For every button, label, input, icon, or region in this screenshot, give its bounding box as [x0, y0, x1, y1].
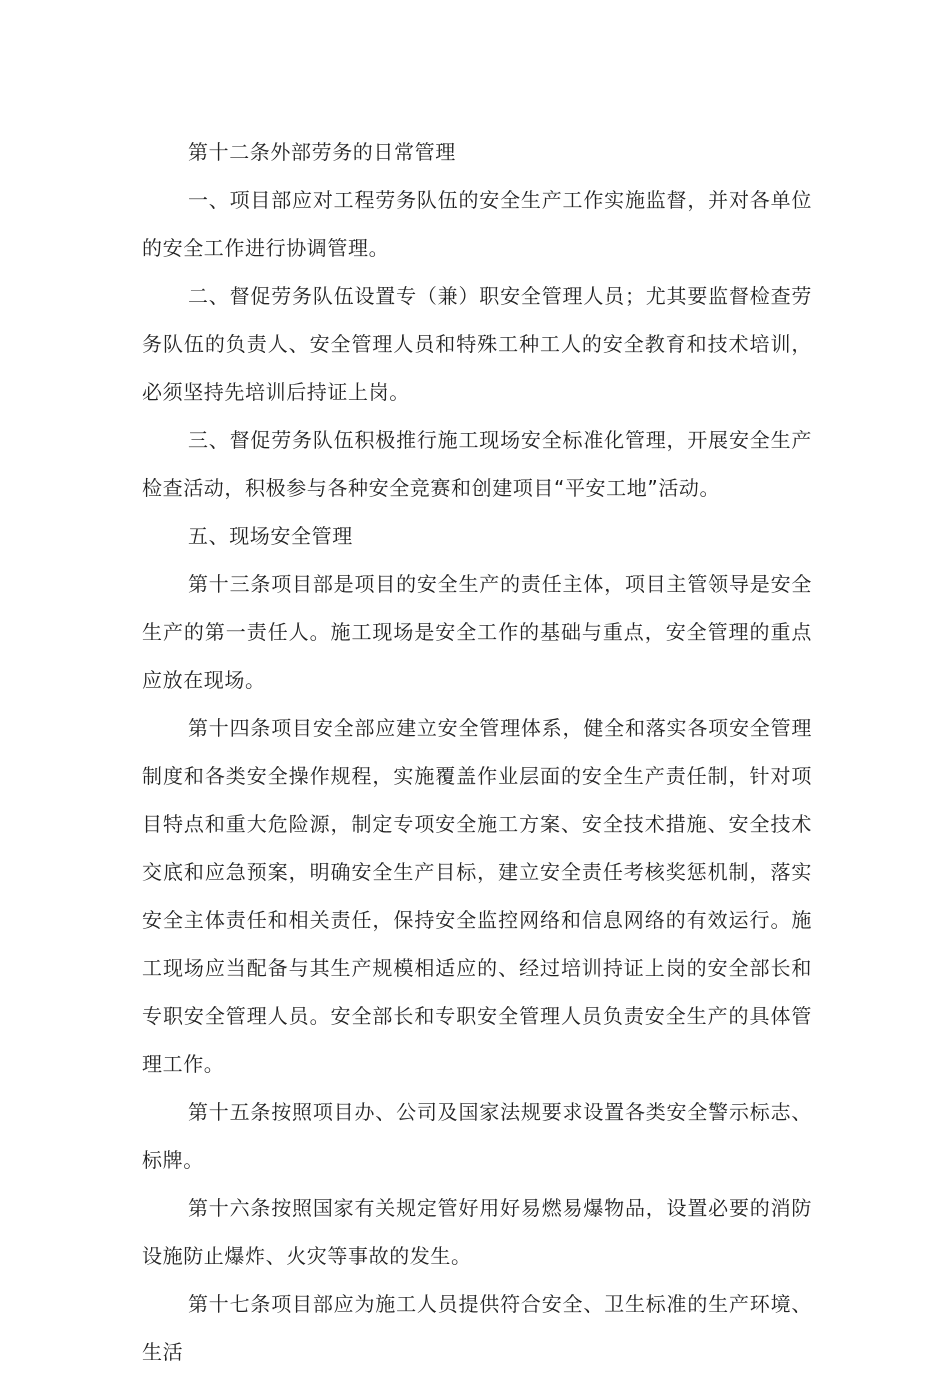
paragraph-item-3: 三、督促劳务队伍积极推行施工现场安全标准化管理，开展安全生产检查活动，积极参与各种安全竞赛和创建项目“平安工地”活动。	[142, 428, 812, 500]
section-heading-site-safety: 五、现场安全管理	[188, 524, 353, 548]
document-body	[142, 128, 812, 1376]
paragraph-article-13: 第十三条项目部是项目的安全生产的责任主体，项目主管领导是安全生产的第一责任人。施工现场是安全工作的基础与重点，安全管理的重点应放在现场。	[142, 572, 812, 692]
paragraph-article-15: 第十五条按照项目办、公司及国家法规要求设置各类安全警示标志、标牌。	[142, 1100, 812, 1172]
paragraph-item-1: 一、项目部应对工程劳务队伍的安全生产工作实施监督，并对各单位的安全工作进行协调管理。	[142, 188, 812, 260]
paragraph-article-12-heading: 第十二条外部劳务的日常管理	[188, 140, 456, 164]
paragraph-article-17: 第十七条项目部应为施工人员提供符合安全、卫生标准的生产环境、生活	[142, 1292, 812, 1364]
paragraph-item-2: 二、督促劳务队伍设置专（兼）职安全管理人员；尤其要监督检查劳务队伍的负责人、安全管理人员和特殊工种工人的安全教育和技术培训，必须坚持先培训后持证上岗。	[142, 284, 812, 404]
paragraph-article-16: 第十六条按照国家有关规定管好用好易燃易爆物品，设置必要的消防设施防止爆炸、火灾等事故的发生。	[142, 1196, 812, 1268]
paragraph-article-14: 第十四条项目安全部应建立安全管理体系，健全和落实各项安全管理制度和各类安全操作规程，实施覆盖作业层面的安全生产责任制，针对项目特点和重大危险源，制定专项安全施工方案、安全技术措施、安全技术交底和应急预案，明确安全生产目标，建立安全责任考核奖惩机制，落实安全主体责任和相关责任，保持安全监控网络和信息网络的有效运行。施工现场应当配备与其生产规模相适应的、经过培训持证上岗的安全部长和专职安全管理人员。安全部长和专职安全管理人员负责安全生产的具体管理工作。	[142, 716, 812, 1076]
